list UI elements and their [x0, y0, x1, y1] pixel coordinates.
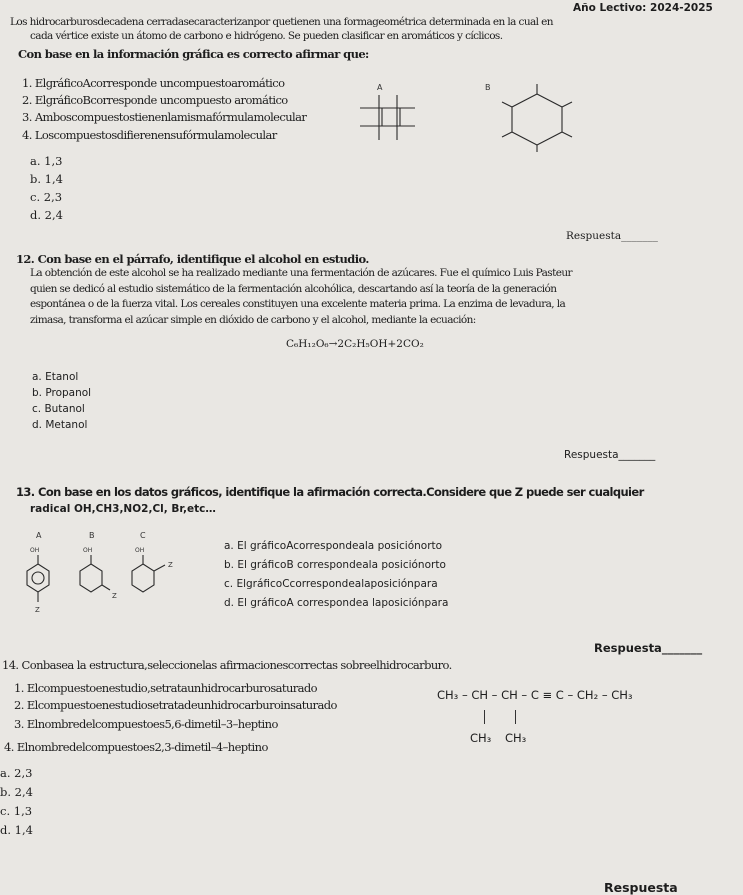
- q11-option-b[interactable]: b. 1,4: [30, 172, 63, 186]
- q14-title: 14. Conbasea la estructura,seleccionelas afirmacionescorrectas sobreelhidrocarburo.: [2, 658, 452, 672]
- q13-option-b[interactable]: b. El gráficoB correspondeala posiciónorto: [224, 559, 446, 571]
- q12-option-b[interactable]: b. Propanol: [32, 387, 92, 399]
- q11-statement-4: 4. Loscompuestosdifierenensufórmulamolecular: [22, 128, 277, 142]
- q13-option-c[interactable]: c. ElgráficoCcorrespondealaposiciónpara: [224, 578, 438, 590]
- branch-bond-1: [484, 710, 485, 724]
- q12-option-c[interactable]: c. Butanol: [32, 403, 85, 415]
- hydrocarbon-main-chain: CH₃ – CH – CH – C ≡ C – CH₂ – CH₃: [437, 688, 633, 702]
- graph-b-ring: [80, 547, 117, 600]
- intro-line-2: cada vértice existe un átomo de carbono e hidrógeno. Se pueden clasificar en aromáticos y cíclicos.: [30, 30, 503, 42]
- q13-title-line-2: radical OH,CH3,NO2,Cl, Br,etc…: [30, 503, 216, 515]
- svg-text:Z: Z: [35, 606, 40, 614]
- q14-option-a[interactable]: a. 2,3: [0, 766, 33, 780]
- svg-text:Z: Z: [112, 592, 117, 600]
- branch-bond-2: [515, 710, 516, 724]
- q11-option-d[interactable]: d. 2,4: [30, 208, 63, 222]
- q12-paragraph-line-4: zimasa, transforma el azúcar simple en dióxido de carbono y el alcohol, mediante la ecuación:: [30, 314, 476, 326]
- svg-text:OH: OH: [83, 547, 93, 554]
- q14-statement-3: 3. Elnombredelcompuestoes5,6-dimetil–3–heptino: [14, 717, 278, 731]
- q11-statement-2: 2. ElgráficoBcorresponde uncompuesto aromático: [22, 93, 288, 107]
- q13-title: 13. Con base en los datos gráficos, identifique la afirmación correcta.Considere que Z puede ser cualquier: [16, 485, 644, 499]
- q14-statement-2: 2. Elcompuestoenestudiosetratadeunhidrocarburoinsaturado: [14, 698, 337, 712]
- svg-text:OH: OH: [135, 547, 145, 554]
- q14-statement-1: 1. Elcompuestoenestudio,setrataunhidrocarburosaturado: [14, 681, 318, 695]
- school-year: Año Lectivo: 2024-2025: [573, 2, 713, 14]
- q12-answer-field[interactable]: Respuesta_______: [564, 449, 656, 461]
- methyl-branch-2: CH₃: [505, 731, 527, 745]
- q13-benzene-diagrams: [22, 528, 212, 628]
- q14-answer-field[interactable]: Respuesta: [604, 880, 678, 895]
- q12-title: 12. Con base en el párrafo, identifique el alcohol en estudio.: [16, 252, 369, 266]
- q12-option-a[interactable]: a. Etanol: [32, 371, 79, 383]
- q13-option-d[interactable]: d. El gráficoA correspondea laposiciónpara: [224, 597, 449, 609]
- q11-label-b: B: [485, 83, 491, 92]
- q11-question: Con base en la información gráfica es correcto afirmar que:: [18, 47, 369, 61]
- methyl-branch-1: CH₃: [470, 731, 492, 745]
- intro-line-1: Los hidrocarburosdecadena cerradasecaracterizanpor quetienen una formageométrica determinada en la cual en: [10, 16, 553, 28]
- graph-c-letter: C: [140, 531, 146, 540]
- q13-answer-field[interactable]: Respuesta_______: [594, 641, 703, 655]
- q11-structures-diagram: [355, 80, 595, 155]
- q14-option-b[interactable]: b. 2,4: [0, 785, 33, 799]
- structure-a: [360, 95, 415, 140]
- q11-option-a[interactable]: a. 1,3: [30, 154, 63, 168]
- q11-label-a: A: [377, 83, 383, 92]
- svg-text:Z: Z: [168, 561, 173, 569]
- q11-statement-1: 1. ElgráficoAcorresponde uncompuestoaromático: [22, 76, 285, 90]
- graph-b-letter: B: [89, 531, 95, 540]
- q14-option-d[interactable]: d. 1,4: [0, 823, 33, 837]
- q14-option-c[interactable]: c. 1,3: [0, 804, 33, 818]
- graph-a-letter: A: [36, 531, 42, 540]
- q12-option-d[interactable]: d. Metanol: [32, 419, 88, 431]
- svg-text:OH: OH: [30, 547, 40, 554]
- graph-c-ring: [132, 547, 173, 592]
- q11-statement-3: 3. Amboscompuestostienenlamismafórmulamolecular: [22, 110, 307, 124]
- q12-paragraph-line-1: La obtención de este alcohol se ha realizado mediante una fermentación de azúcares. Fue el químico Luis Pasteur: [30, 267, 572, 279]
- q12-paragraph-line-2: quien se dedicó al estudio sistemático de la fermentación alcohólica, descartando así la teoría de la generación: [30, 283, 557, 295]
- q12-paragraph-line-3: espontánea o de la fuerza vital. Los cereales constituyen una excelente materia prima. La enzima de levadura, la: [30, 298, 566, 310]
- q11-answer-field[interactable]: Respuesta_______: [566, 230, 658, 242]
- fermentation-equation: C₆H₁₂O₆→2C₂H₅OH+2CO₂: [286, 338, 424, 350]
- graph-a-ring: [27, 547, 49, 614]
- q14-statement-4: 4. Elnombredelcompuestoes2,3-dimetil–4–heptino: [4, 740, 268, 754]
- q13-option-a[interactable]: a. El gráficoAcorrespondeala posiciónorto: [224, 540, 443, 552]
- q11-option-c[interactable]: c. 2,3: [30, 190, 63, 204]
- structure-b: [502, 84, 572, 152]
